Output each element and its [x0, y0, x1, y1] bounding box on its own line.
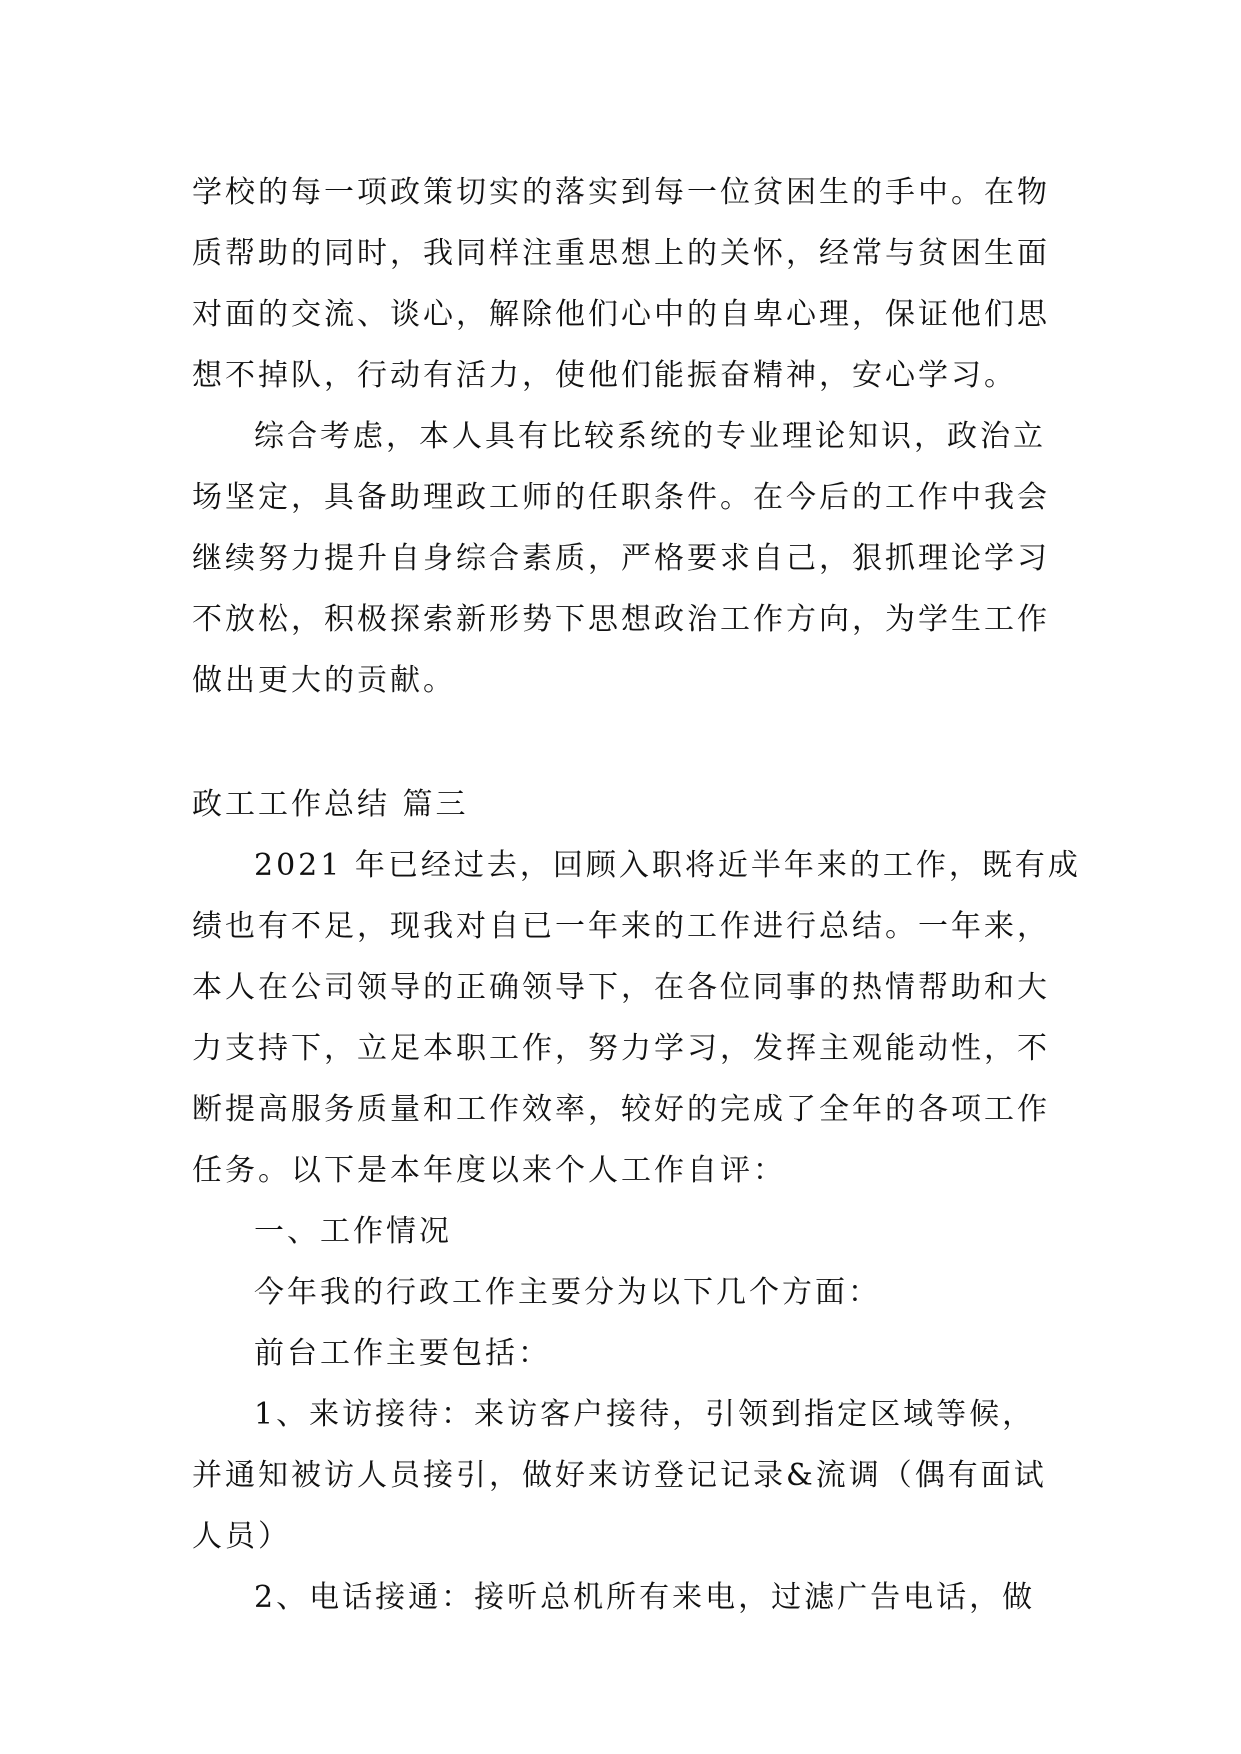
list-item-visitor-reception — [192, 1384, 1052, 1567]
text-line: 力支持下，立足本职工作，努力学习，发挥主观能动性，不 — [192, 1031, 1050, 1066]
heading-work-status: 一、工作情况 — [254, 1214, 452, 1249]
front-desk-line: 前台工作主要包括： — [254, 1336, 551, 1371]
document-body — [192, 162, 1081, 1628]
text-line: 并通知被访人员接引，做好来访登记记录&流调（偶有面试 — [192, 1458, 1047, 1493]
text-line: 对面的交流、谈心，解除他们心中的自卑心理，保证他们思 — [192, 297, 1050, 332]
text-line: 1、来访接待：来访客户接待，引领到指定区域等候， — [254, 1397, 1036, 1432]
text-line: 做出更大的贡献。 — [192, 663, 456, 698]
text-line: 想不掉队，行动有活力，使他们能振奋精神，安心学习。 — [192, 358, 1017, 393]
text-line: 任务。以下是本年度以来个人工作自评： — [192, 1153, 786, 1188]
text-line: 本人在公司领导的正确领导下，在各位同事的热情帮助和大 — [192, 970, 1050, 1005]
paragraph-summary — [192, 406, 1052, 711]
text-line: 综合考虑，本人具有比较系统的专业理论知识，政治立 — [254, 419, 1046, 454]
text-line: 人员） — [192, 1519, 291, 1554]
section-spacer — [192, 711, 1052, 774]
text-line: 学校的每一项政策切实的落实到每一位贫困生的手中。在物 — [192, 175, 1050, 210]
paragraph-annual-review — [192, 835, 1081, 1201]
text-line: 场坚定，具备助理政工师的任职条件。在今后的工作中我会 — [192, 480, 1050, 515]
text-line: 2021 年已经过去，回顾入职将近半年来的工作，既有成 — [254, 848, 1081, 883]
section-title: 政工工作总结 篇三 — [192, 787, 469, 822]
text-line: 2、电话接通：接听总机所有来电，过滤广告电话，做 — [254, 1580, 1036, 1615]
text-line: 绩也有不足，现我对自已一年来的工作进行总结。一年来， — [192, 909, 1050, 944]
text-line: 质帮助的同时，我同样注重思想上的关怀，经常与贫困生面 — [192, 236, 1050, 271]
intro-line: 今年我的行政工作主要分为以下几个方面： — [254, 1275, 881, 1310]
text-line: 继续努力提升自身综合素质，严格要求自己，狠抓理论学习 — [192, 541, 1050, 576]
text-line: 不放松，积极探索新形势下思想政治工作方向，为学生工作 — [192, 602, 1050, 637]
paragraph-poverty-support — [192, 162, 1052, 406]
text-line: 断提高服务质量和工作效率，较好的完成了全年的各项工作 — [192, 1092, 1050, 1127]
list-item-phone-reception — [192, 1567, 1052, 1628]
